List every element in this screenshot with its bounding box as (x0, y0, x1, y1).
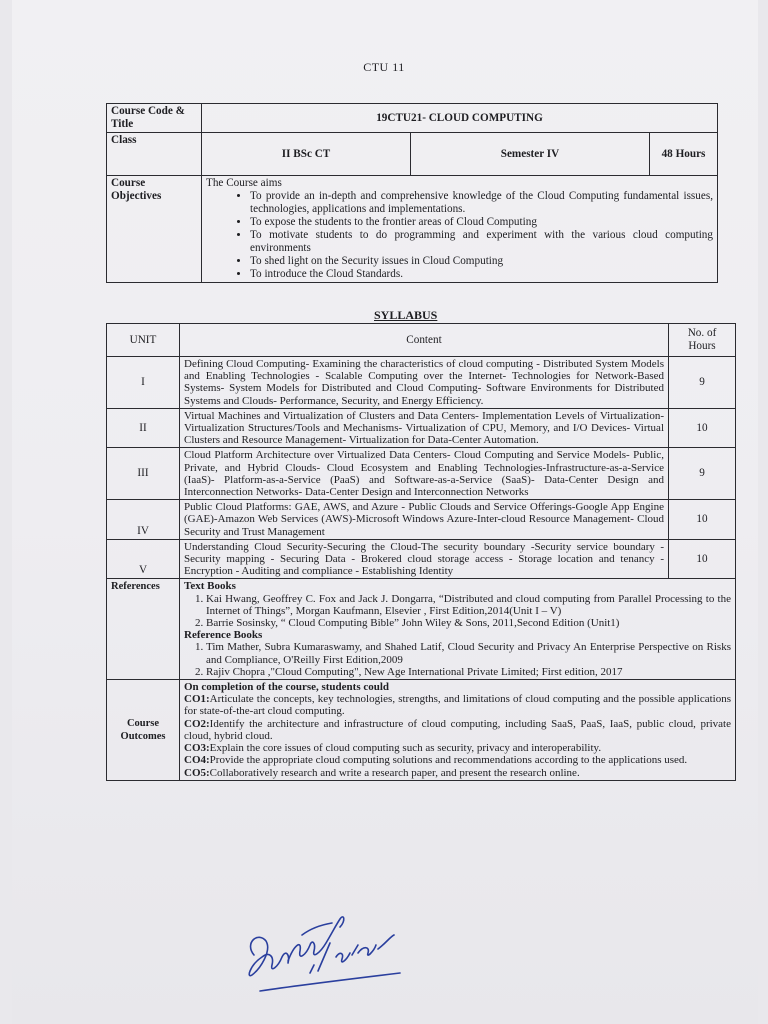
table-row (107, 539, 736, 579)
objective-item: • To motivate students to do programming and experiment with the various cloud computing environments (250, 229, 713, 255)
unit-number: V (107, 539, 180, 579)
text-book-item: 1. Kai Hwang, Geoffrey C. Fox and Jack J. Dongarra, “Distributed and cloud computing from Parallel Processing to the Internet of Things”, Morgan Kaufmann, Elsevier , First Edition,2014(Unit I – V) (206, 593, 731, 617)
course-title: 19CTU21- CLOUD COMPUTING (202, 104, 718, 133)
outcome-text: Articulate the concepts, key technologies, strengths, and limitations of cloud computing and the possible applications for state-of-the-art cloud computing. (184, 693, 731, 718)
objectives-cell (202, 176, 718, 283)
outcomes-label: Course Outcomes (107, 680, 180, 781)
outcome-item (184, 693, 731, 717)
outcome-code: CO3: (184, 742, 210, 755)
unit-number: IV (107, 500, 180, 540)
objective-item: • To shed light on the Security issues in Cloud Computing (250, 255, 713, 268)
outcome-text: Collaboratively research and write a research paper, and present the research online. (209, 766, 580, 779)
objective-item: • To introduce the Cloud Standards. (250, 268, 713, 281)
outcome-code: CO2: (184, 717, 210, 730)
syllabus-title: SYLLABUS (374, 308, 438, 322)
unit-hours: 10 (669, 539, 736, 579)
objectives-intro: The Course aims (206, 177, 282, 189)
table-row (107, 500, 736, 540)
text-books-heading: Text Books (184, 580, 236, 593)
unit-content: Public Cloud Platforms: GAE, AWS, and Azure - Public Clouds and Service Offerings-Google App Engine (GAE)-Amazon Web Services (AWS)-Microsoft Windows Azure-Inter-cloud Resource Management- Cloud Security and Trust Management (180, 500, 669, 540)
table-row (107, 680, 736, 781)
objectives-label: Course Objectives (107, 176, 202, 283)
outcome-item (184, 742, 731, 754)
outcome-text: Provide the appropriate cloud computing solutions and recommendations according to the applications used. (209, 754, 688, 767)
outcome-text: Identify the architecture and infrastructure of cloud computing, including SaaS, PaaS, IaaS, public cloud, private cloud, hybrid cloud. (184, 717, 731, 742)
reference-book-item: 1. Tim Mather, Subra Kumaraswamy, and Shahed Latif, Cloud Security and Privacy An Enterprise Perspective on Risks and Compliance, O'Reilly First Edition,2009 (206, 641, 731, 665)
reference-books-heading: Reference Books (184, 629, 263, 642)
outcome-text: Explain the core issues of cloud computing such as security, privacy and interoperability. (209, 742, 602, 755)
semester-value: Semester IV (411, 133, 650, 176)
outcomes-cell (180, 680, 736, 781)
unit-number: II (107, 408, 180, 448)
col-hours-header: No. of Hours (669, 324, 736, 357)
unit-hours: 9 (669, 448, 736, 500)
unit-number: III (107, 448, 180, 500)
course-info-table (106, 103, 718, 283)
outcome-item (184, 767, 731, 779)
objective-item: • To provide an in-depth and comprehensive knowledge of the Cloud Computing fundamental issues, technologies, applications and implementations. (250, 190, 713, 216)
table-row (107, 579, 736, 680)
table-row (107, 408, 736, 448)
col-unit-header: UNIT (107, 324, 180, 357)
course-code-label: Course Code & Title (107, 104, 202, 133)
references-label: References (107, 579, 180, 680)
col-content-header: Content (180, 324, 669, 357)
table-row (107, 448, 736, 500)
outcome-item (184, 754, 731, 766)
text-book-item: 2. Barrie Sosinsky, “ Cloud Computing Bible” John Wiley & Sons, 2011,Second Edition (Unit1) (206, 617, 731, 629)
table-row (107, 357, 736, 409)
outcome-code: CO4: (184, 754, 210, 767)
unit-content: Defining Cloud Computing- Examining the characteristics of cloud computing - Distributed System Models and Enabling Technologies - Scalable Computing over the Internet- Technologies for Network-Based Systems- System Models for Distributed and Cloud Computing- Software Environments for Distributed Systems and Clouds- Performance, Security, and Energy Efficiency. (180, 357, 669, 409)
hours-value: 48 Hours (650, 133, 718, 176)
unit-number: I (107, 357, 180, 409)
unit-hours: 9 (669, 357, 736, 409)
unit-content: Understanding Cloud Security-Securing the Cloud-The security boundary -Security service boundary - Security mapping - Securing Data - Brokered cloud storage access - Storage location and tenancy - Encryption - Auditing and compliance - Establishing Identity (180, 539, 669, 579)
class-value: II BSc CT (202, 133, 411, 176)
handwritten-signature (240, 895, 410, 1005)
unit-hours: 10 (669, 500, 736, 540)
unit-content: Virtual Machines and Virtualization of Clusters and Data Centers- Implementation Levels of Virtualization- Virtualization Structures/Tools and Mechanisms- Virtualization of CPU, Memory, and I/O Devices- Virtual Clusters and Resource Management- Virtualization for Data-Center Automation. (180, 408, 669, 448)
outcome-code: CO5: (184, 766, 210, 779)
syllabus-table (106, 323, 736, 781)
objective-item: • To expose the students to the frontier areas of Cloud Computing (250, 216, 713, 229)
reference-book-item: 2. Rajiv Chopra ,"Cloud Computing", New Age International Private Limited; First edition, 2017 (206, 666, 731, 678)
class-label: Class (107, 133, 202, 176)
outcomes-intro: On completion of the course, students could (184, 681, 390, 694)
outcome-code: CO1: (184, 693, 210, 706)
page-header: CTU 11 (363, 60, 405, 74)
unit-content: Cloud Platform Architecture over Virtualized Data Centers- Cloud Computing and Service Models- Public, Private, and Hybrid Clouds- Cloud Ecosystem and Enabling Technologies-Infrastructure-as-a-Service (IaaS)- Platform-as-a-Service (PaaS) and Software-as-a-Service (SaaS)- Data-Center Design and Interconnection Networks- Data-Center Design and Interconnection Networks (180, 448, 669, 500)
outcome-item (184, 718, 731, 742)
unit-hours: 10 (669, 408, 736, 448)
references-cell (180, 579, 736, 680)
